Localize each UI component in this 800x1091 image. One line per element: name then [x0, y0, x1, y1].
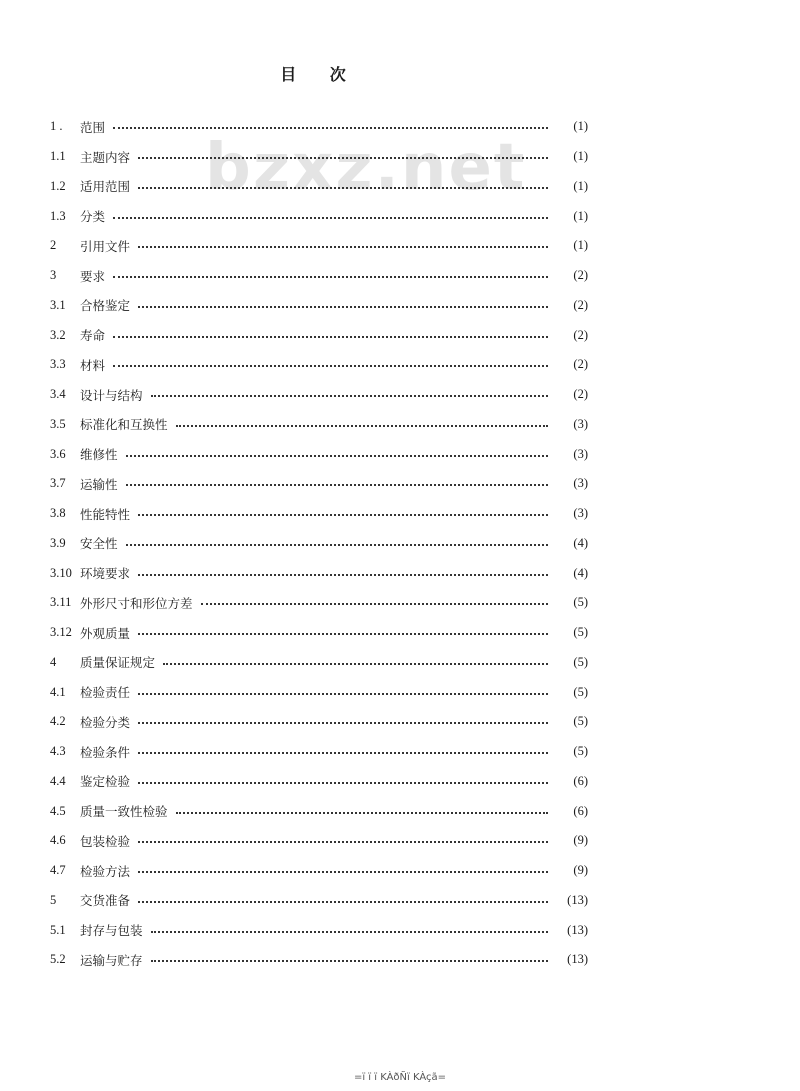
toc-entry[interactable]: [50, 737, 588, 767]
toc-entry[interactable]: [50, 320, 588, 350]
toc-entry-title: 运输性: [80, 476, 118, 492]
toc-dot-leader: [138, 573, 548, 576]
toc-entry[interactable]: [50, 945, 588, 975]
toc-entry-page: (1): [573, 208, 588, 223]
toc-entry-title: 环境要求: [80, 566, 131, 582]
toc-entry[interactable]: [50, 826, 588, 856]
toc-entry[interactable]: [50, 648, 588, 678]
toc-dot-leader: [138, 305, 548, 308]
toc-entry-number: 3.7: [50, 476, 66, 491]
toc-dot-leader: [138, 870, 548, 873]
toc-entry-number: 3.10: [50, 565, 72, 580]
toc-dot-leader: [138, 721, 548, 724]
toc-entry-number: 3.6: [50, 446, 66, 461]
toc-entry-page: (9): [573, 833, 588, 848]
toc-dot-leader: [126, 454, 548, 457]
toc-entry-title: 质量一致性检验: [80, 804, 168, 820]
toc-entry-page: (2): [573, 327, 588, 342]
toc-dot-leader: [113, 126, 548, 129]
toc-entry-title: 范围: [80, 119, 106, 135]
toc-entry-number: 3.4: [50, 387, 66, 402]
toc-entry[interactable]: [50, 499, 588, 529]
toc-entry[interactable]: [50, 915, 588, 945]
toc-entry-title: 主题内容: [80, 149, 131, 165]
toc-entry-title: 检验方法: [80, 863, 131, 879]
toc-entry-number: 3.11: [50, 595, 72, 610]
toc-entry[interactable]: [50, 707, 588, 737]
toc-dot-leader: [151, 959, 548, 962]
toc-entry-page: (5): [573, 654, 588, 669]
toc-entry[interactable]: [50, 410, 588, 440]
toc-entry-page: (3): [573, 506, 588, 521]
toc-entry-number: 5.1: [50, 922, 66, 937]
toc-entry-number: 4.1: [50, 684, 66, 699]
toc-entry-title: 性能特性: [80, 506, 131, 522]
toc-entry[interactable]: [50, 856, 588, 886]
toc-entry[interactable]: [50, 142, 588, 172]
toc-dot-leader: [113, 275, 548, 278]
toc-entry-number: 4.7: [50, 863, 66, 878]
toc-entry-page: (2): [573, 268, 588, 283]
toc-entry-page: (3): [573, 446, 588, 461]
toc-entry-number: 3: [50, 268, 57, 283]
toc-dot-leader: [126, 543, 548, 546]
toc-entry-page: (5): [573, 744, 588, 759]
toc-entry[interactable]: [50, 886, 588, 916]
toc-entry-page: (6): [573, 803, 588, 818]
toc-entry-title: 安全性: [80, 536, 118, 552]
toc-entry[interactable]: [50, 231, 588, 261]
toc-dot-leader: [138, 156, 548, 159]
toc-entry-page: (5): [573, 625, 588, 640]
toc-dot-leader: [138, 840, 548, 843]
toc-entry-number: 1 .: [50, 119, 63, 134]
toc-entry-number: 4.4: [50, 773, 66, 788]
toc-entry[interactable]: [50, 291, 588, 321]
toc-dot-leader: [138, 751, 548, 754]
toc-entry-number: 1.2: [50, 178, 66, 193]
toc-entry-title: 适用范围: [80, 179, 131, 195]
toc-entry[interactable]: [50, 380, 588, 410]
toc-entry-number: 5.2: [50, 952, 66, 967]
toc-entry-title: 检验分类: [80, 714, 131, 730]
toc-entry-page: (1): [573, 119, 588, 134]
toc-dot-leader: [113, 335, 548, 338]
watermark-text: bzxz.net: [205, 131, 527, 205]
page-footer: =ï ï ï KÀðÑï KÀçã=: [353, 1072, 447, 1083]
toc-entry-number: 4.2: [50, 714, 66, 729]
toc-entry-number: 4.6: [50, 833, 66, 848]
toc-entry-page: (5): [573, 714, 588, 729]
toc-entry-number: 1.3: [50, 208, 66, 223]
toc-entry-number: 2: [50, 238, 57, 253]
toc-entry-page: (2): [573, 357, 588, 372]
toc-entry-page: (2): [573, 297, 588, 312]
toc-entry-page: (13): [567, 892, 588, 907]
toc-entry[interactable]: [50, 529, 588, 559]
toc-entry-title: 分类: [80, 209, 106, 225]
toc-entry-page: (3): [573, 476, 588, 491]
toc-entry[interactable]: [50, 767, 588, 797]
toc-entry-title: 材料: [80, 357, 106, 373]
toc-entry-number: 4.5: [50, 803, 66, 818]
toc-entry-title: 外观质量: [80, 625, 131, 641]
toc-entry-number: 1.1: [50, 149, 66, 164]
toc-dot-leader: [176, 811, 548, 814]
toc-entry-page: (3): [573, 416, 588, 431]
toc-entry-page: (1): [573, 238, 588, 253]
toc-entry-number: 5: [50, 892, 57, 907]
toc-dot-leader: [138, 692, 548, 695]
toc-dot-leader: [201, 602, 548, 605]
toc-entry-title: 合格鉴定: [80, 298, 131, 314]
toc-entry-title: 标准化和互换性: [80, 417, 168, 433]
toc-dot-leader: [138, 781, 548, 784]
toc-entry[interactable]: [50, 350, 588, 380]
toc-entry[interactable]: [50, 112, 588, 142]
toc-entry-title: 外形尺寸和形位方差: [80, 595, 193, 611]
toc-entry[interactable]: [50, 201, 588, 231]
toc-entry-title: 检验责任: [80, 685, 131, 701]
toc-entry-page: (1): [573, 178, 588, 193]
toc-dot-leader: [138, 245, 548, 248]
toc-entry-number: 3.1: [50, 297, 66, 312]
toc-entry-title: 质量保证规定: [80, 655, 156, 671]
toc-entry-title: 封存与包装: [80, 923, 143, 939]
toc-entry[interactable]: [50, 588, 588, 618]
toc-entry[interactable]: [50, 439, 588, 469]
toc-entry-page: (13): [567, 952, 588, 967]
page-title: 目 次: [280, 65, 360, 84]
toc-entry[interactable]: [50, 618, 588, 648]
toc-entry-number: 4: [50, 654, 57, 669]
toc-dot-leader: [126, 483, 548, 486]
toc-entry-title: 引用文件: [80, 238, 131, 254]
toc-entry-page: (2): [573, 387, 588, 402]
toc-entry-page: (4): [573, 535, 588, 550]
toc-dot-leader: [151, 394, 548, 397]
toc-entry-title: 要求: [80, 268, 106, 284]
toc-dot-leader: [163, 662, 548, 665]
toc-entry-number: 3.9: [50, 535, 66, 550]
toc-dot-leader: [138, 513, 548, 516]
toc-entry[interactable]: [50, 677, 588, 707]
toc-entry-title: 检验条件: [80, 744, 131, 760]
toc-entry-title: 交货准备: [80, 893, 131, 909]
toc-entry-title: 维修性: [80, 447, 118, 463]
toc-entry[interactable]: [50, 796, 588, 826]
toc-dot-leader: [138, 186, 548, 189]
toc-entry-title: 寿命: [80, 328, 106, 344]
table-of-contents: [50, 112, 588, 975]
toc-dot-leader: [113, 364, 548, 367]
toc-entry[interactable]: [50, 261, 588, 291]
toc-dot-leader: [138, 632, 548, 635]
toc-entry-number: 3.3: [50, 357, 66, 372]
toc-entry[interactable]: [50, 172, 588, 202]
toc-dot-leader: [151, 930, 548, 933]
toc-entry[interactable]: [50, 469, 588, 499]
toc-entry-page: (6): [573, 773, 588, 788]
toc-entry-number: 3.5: [50, 416, 66, 431]
toc-entry-page: (5): [573, 595, 588, 610]
toc-dot-leader: [138, 900, 548, 903]
toc-entry-page: (9): [573, 863, 588, 878]
toc-entry-number: 4.3: [50, 744, 66, 759]
toc-dot-leader: [113, 216, 548, 219]
toc-entry-page: (4): [573, 565, 588, 580]
toc-entry-page: (1): [573, 149, 588, 164]
toc-entry-title: 包装检验: [80, 833, 131, 849]
toc-entry-page: (13): [567, 922, 588, 937]
toc-dot-leader: [176, 424, 548, 427]
toc-entry-title: 运输与贮存: [80, 952, 143, 968]
toc-entry-number: 3.8: [50, 506, 66, 521]
toc-entry-page: (5): [573, 684, 588, 699]
toc-entry-number: 3.2: [50, 327, 66, 342]
toc-entry-number: 3.12: [50, 625, 72, 640]
toc-entry[interactable]: [50, 558, 588, 588]
toc-entry-title: 设计与结构: [80, 387, 143, 403]
toc-entry-title: 鉴定检验: [80, 774, 131, 790]
